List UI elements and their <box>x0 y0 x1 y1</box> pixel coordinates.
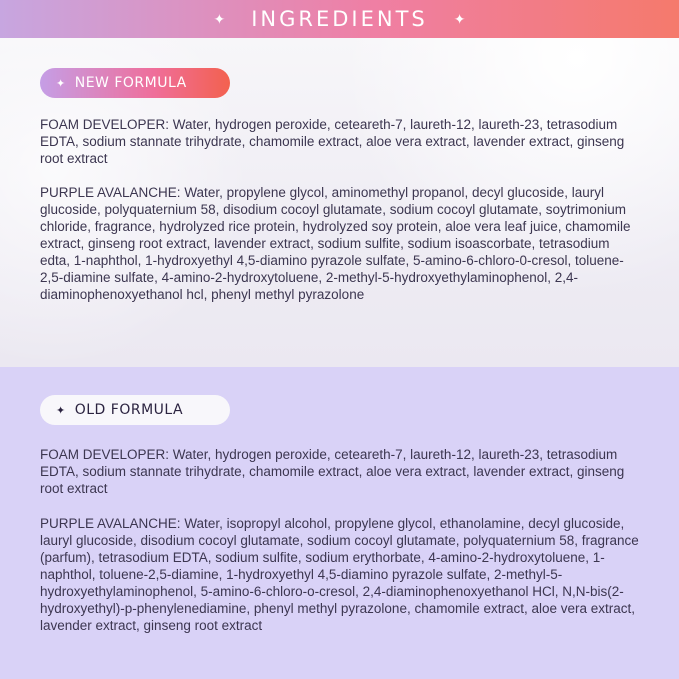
new-formula-badge <box>40 68 230 98</box>
ingredient-label: PURPLE AVALANCHE: <box>40 185 181 200</box>
sparkle-icon: ✦ <box>453 10 466 27</box>
sparkle-icon: ✦ <box>56 403 66 417</box>
purple-avalanche-ingredients <box>40 515 640 634</box>
ingredient-label: FOAM DEVELOPER: <box>40 117 170 132</box>
ingredient-label: FOAM DEVELOPER: <box>40 447 170 462</box>
ingredient-list: Water, hydrogen peroxide, ceteareth-7, laureth-12, laureth-23, tetrasodium EDTA, sodium stannate trihydrate, chamomile extract, aloe vera extract, lavender extract, ginseng root extract <box>40 447 625 496</box>
ingredient-list: Water, isopropyl alcohol, propylene glycol, ethanolamine, decyl glucoside, lauryl glucoside, disodium cocoyl glutamate, sodium cocoyl glutamate, polyquaternium 58, fragrance (parfum), tetrasodium EDTA, sodium sulfite, sodium erythorbate, 4-amino-2-hydroxytoluene, 1-naphthol, toluene-2,5-diamine, 1-hydroxyethyl 4,5-diamino pyrazole sulfate, 2-methyl-5-hydroxyethylaminophenol, 5-amino-6-chloro-o-cresol, 2,4-diaminophenoxyethanol HCl, N,N-bis(2-hydroxyethyl)-p-phenylenediamine, phenyl methyl pyrazolone, chamomile extract, aloe vera extract, lavender extract, ginseng root extract <box>40 516 639 633</box>
foam-developer-ingredients <box>40 116 640 167</box>
old-formula-badge <box>40 395 230 425</box>
header-banner <box>0 0 679 38</box>
purple-avalanche-ingredients <box>40 184 640 303</box>
ingredient-label: PURPLE AVALANCHE: <box>40 516 181 531</box>
badge-label: NEW FORMULA <box>74 75 187 91</box>
sparkle-icon: ✦ <box>56 76 66 90</box>
sparkle-icon: ✦ <box>213 10 226 27</box>
ingredient-list: Water, hydrogen peroxide, ceteareth-7, laureth-12, laureth-23, tetrasodium EDTA, sodium stannate trihydrate, chamomile extract, aloe vera extract, lavender extract, ginseng root extract <box>40 117 625 166</box>
new-formula-section <box>0 38 679 367</box>
old-formula-section <box>0 367 679 679</box>
ingredient-list: Water, propylene glycol, aminomethyl propanol, decyl glucoside, lauryl glucoside, polyquaternium 58, disodium cocoyl glutamate, sodium cocoyl glutamate, soytrimonium chloride, fragrance, hydrolyzed rice protein, hydrolyzed soy protein, aloe vera leaf juice, chamomile extract, ginseng root extract, lavender extract, sodium sulfite, sodium isoascorbate, tetrasodium edta, 1-naphthol, 1-hydroxyethyl 4,5-diamino pyrazole sulfate, 5-amino-6-chloro-0-cresol, toluene-2,5-diamine sulfate, 4-amino-2-hydroxytoluene, 2-methyl-5-hydroxyethylaminophenol, 2,4-diaminophenoxyethanol hcl, phenyl methyl pyrazolone <box>40 185 631 302</box>
page-title: INGREDIENTS <box>251 7 428 31</box>
badge-label: OLD FORMULA <box>74 402 184 418</box>
foam-developer-ingredients <box>40 446 640 497</box>
